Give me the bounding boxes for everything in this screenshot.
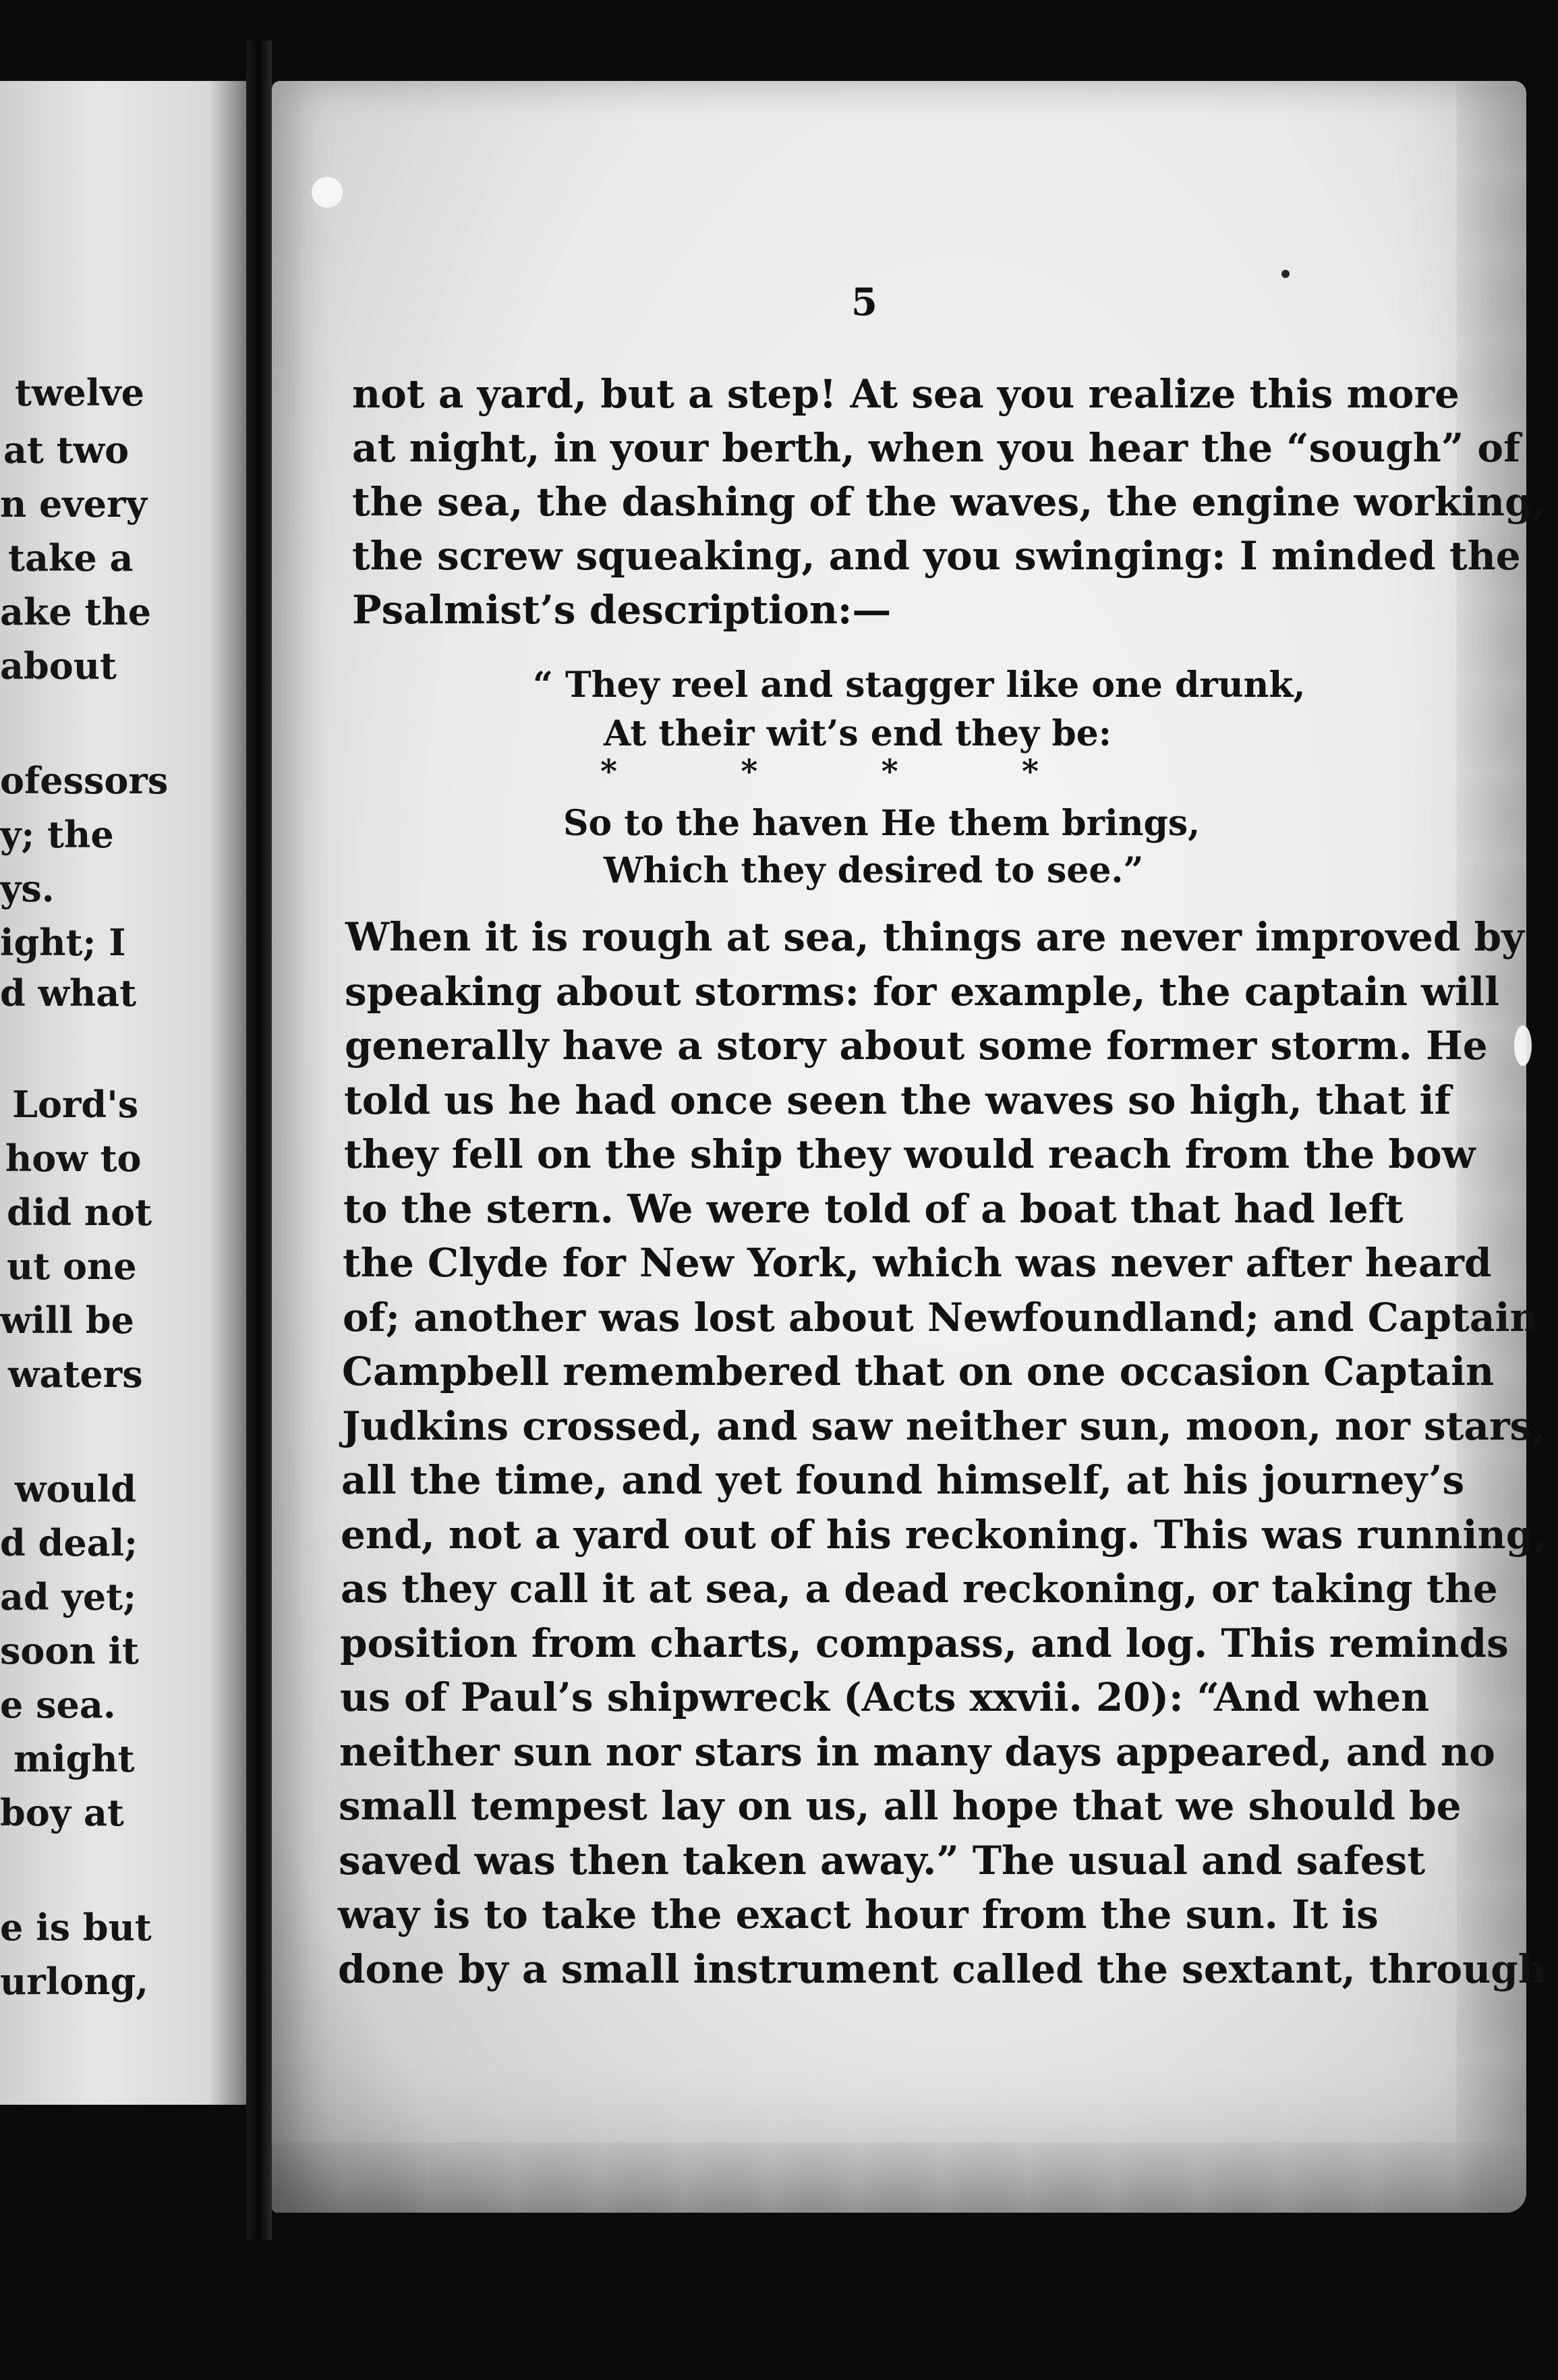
verse-ellipsis-stars [600,753,1039,791]
left-page-line: n every [0,482,147,526]
left-page-line: Lord's [12,1083,139,1126]
verse-line: At their wit’s end they be: [604,713,1112,754]
paper-speck [1514,1025,1532,1066]
text-line: at night, in your berth, when you hear the “sough” of [352,425,1521,471]
left-page-line: d deal; [0,1521,138,1564]
left-page-line: ad yet; [0,1575,137,1618]
text-line: Psalmist’s description:— [352,587,892,633]
verse-star: * [1021,753,1039,791]
left-page-line: ut one [7,1245,137,1288]
text-line: to the stern. We were told of a boat that had left [343,1186,1404,1232]
left-page-line: at two [3,428,129,472]
left-page-line: boy at [0,1791,124,1834]
paper-speck [312,177,343,208]
left-page-line: take a [8,536,134,579]
text-line: end, not a yard out of his reckoning. This was running, [341,1512,1547,1558]
left-page-line: ight; I [0,921,126,964]
text-line: speaking about storms: for example, the captain will [345,969,1500,1015]
text-line: done by a small instrument called the sextant, through [338,1946,1547,1992]
text-line: saved was then taken away.” The usual and safest [339,1838,1426,1883]
text-line: of; another was lost about Newfoundland; and Captain [343,1295,1538,1340]
left-page-line: ys. [0,867,55,910]
left-page-line: how to [5,1137,142,1180]
text-line: the screw squeaking, and you swinging: I minded the [352,533,1521,579]
verse-star: * [881,753,898,791]
left-page-line: did not [7,1191,152,1234]
left-page-line: soon it [0,1629,139,1672]
verse-line: So to the haven He them brings, [563,803,1201,844]
left-page-line: waters [8,1353,143,1396]
text-line: way is to take the exact hour from the sun. It is [338,1892,1379,1937]
text-line: small tempest lay on us, all hope that we should be [339,1783,1462,1829]
text-line: they fell on the ship they would reach from the bow [344,1131,1476,1177]
verse-line: “ They reel and stagger like one drunk, [533,664,1306,706]
paper-speck [1281,270,1290,278]
text-line: position from charts, compass, and log. This reminds [340,1620,1509,1666]
left-page-line: d what [0,971,137,1015]
left-page-line: ake the [0,590,152,633]
left-page-line: y; the [0,813,114,856]
text-line: the sea, the dashing of the waves, the engine working, [352,479,1546,525]
left-page-line: might [13,1737,135,1780]
left-page-line: about [0,644,117,687]
left-page-line: would [15,1467,137,1510]
left-page-line: e is but [0,1906,152,1949]
text-line: Campbell remembered that on one occasion Captain [342,1349,1495,1394]
text-line: generally have a story about some former storm. He [345,1023,1488,1069]
text-line: as they call it at sea, a dead reckoning, or taking the [341,1566,1498,1612]
text-line: neither sun nor stars in many days appeared, and no [339,1729,1495,1775]
verse-line: Which they desired to see.” [604,850,1144,891]
left-page-line: ofessors [0,759,169,802]
text-line: the Clyde for New York, which was never after heard [343,1240,1492,1286]
page-number: 5 [851,280,877,324]
text-line: told us he had once seen the waves so high, that if [344,1077,1451,1123]
left-page-line: will be [0,1299,134,1342]
text-line: us of Paul’s shipwreck (Acts xxvii. 20): “And when [340,1674,1430,1720]
verse-star: * [741,753,758,791]
left-page-line: urlong, [0,1960,149,2003]
text-line: not a yard, but a step! At sea you realize this more [352,371,1460,417]
left-page-line: e sea. [0,1683,116,1726]
text-line: Judkins crossed, and saw neither sun, moon, nor stars, [342,1403,1546,1449]
text-line: all the time, and yet found himself, at his journey’s [341,1457,1465,1503]
left-page-line: twelve [15,371,145,414]
text-line: When it is rough at sea, things are never improved by [345,914,1524,960]
verse-star: * [600,753,618,791]
